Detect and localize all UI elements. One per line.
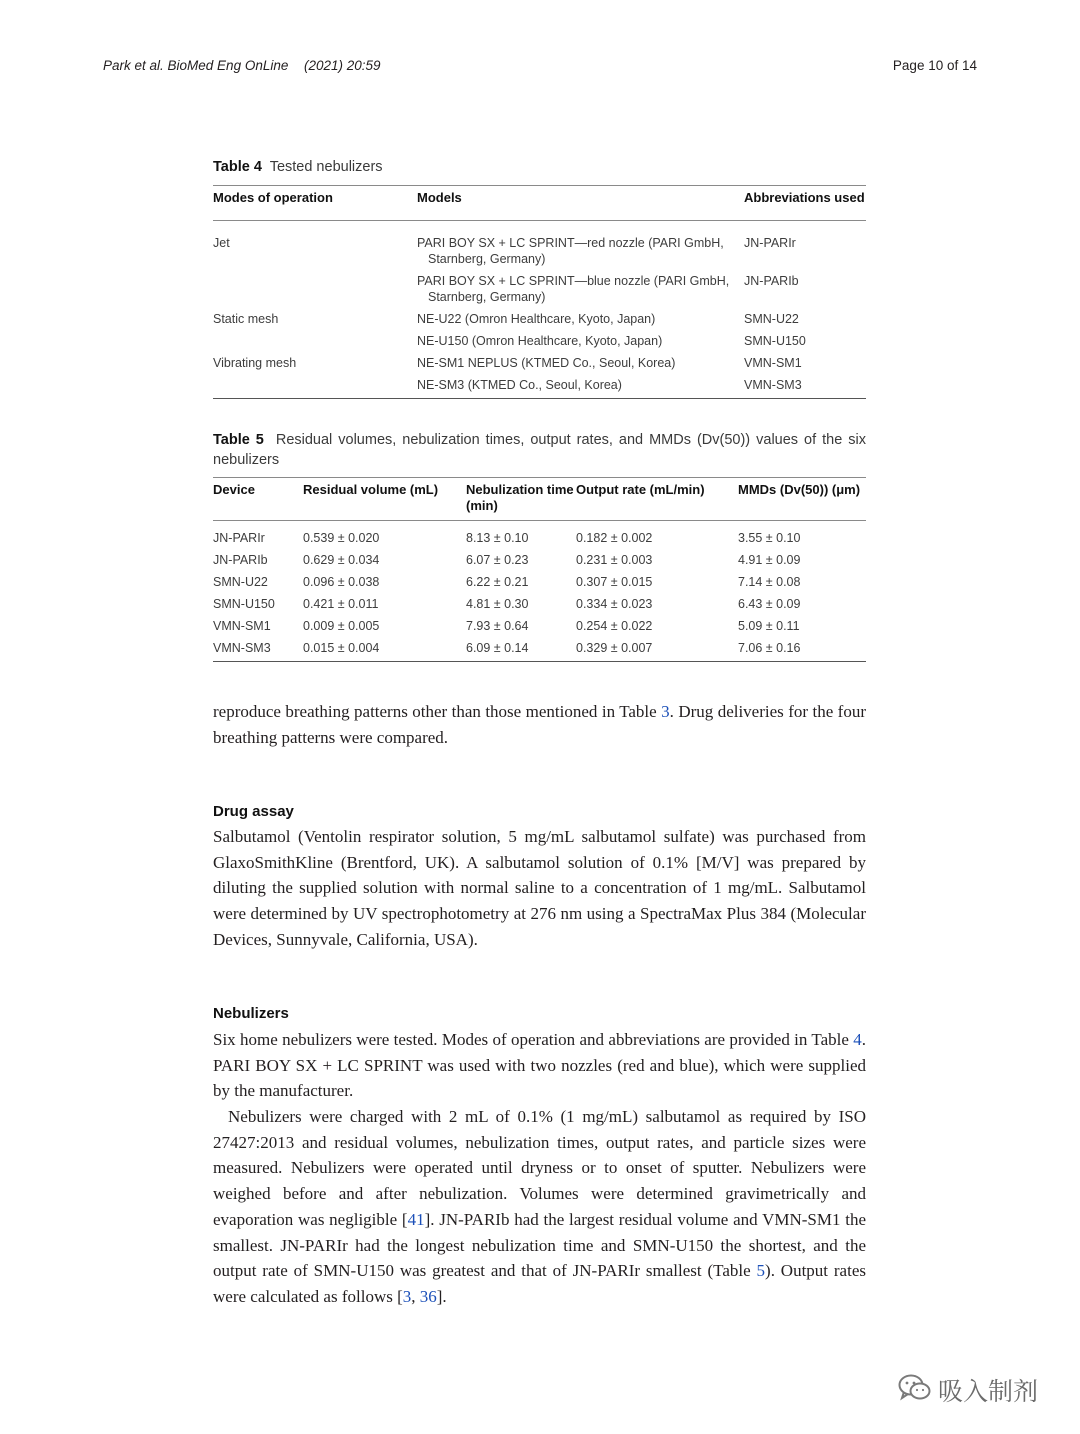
table-cell: SMN-U22	[744, 312, 799, 326]
table-cell: VMN-SM3	[744, 378, 802, 392]
table5-header-residual: Residual volume (mL)	[303, 478, 466, 521]
nebulizers-paragraph-1: Six home nebulizers were tested. Modes of operation and abbreviations are provided in Table 4. PARI BOY SX + LC SPRINT was used with two nozzles (red and blue), which were supplied by the manufacturer.	[213, 1030, 866, 1101]
table-cell: 4.81 ± 0.30	[466, 597, 529, 611]
citation-link[interactable]: 41	[407, 1209, 425, 1229]
drug-assay-paragraph: Salbutamol (Ventolin respirator solution, 5 mg/mL salbutamol sulfate) was purchased from GlaxoSmithKline (Brentford, UK). A salbutamol solution of 0.1% [M/V] was prepared by diluting the supplied solution with normal saline to a concentration of 1 mg/mL. Salbutamol were determined by UV spectrophotometry at 276 nm using a SpectraMax Plus 384 (Molecular Devices, Sunnyvale, California, USA).	[213, 827, 866, 949]
table-cell: 0.096 ± 0.038	[303, 575, 380, 589]
table5-header-rate: Output rate (mL/min)	[576, 478, 738, 521]
table-cell: PARI BOY SX + LC SPRINT—blue nozzle (PARI GmbH, Starnberg, Germany)	[417, 274, 730, 304]
table-row	[213, 352, 866, 374]
table-row	[213, 221, 866, 271]
table-cell: JN-PARIb	[213, 553, 268, 567]
table-cell: 7.14 ± 0.08	[738, 575, 801, 589]
table-cell: 4.91 ± 0.09	[738, 553, 801, 567]
table-cell: 0.307 ± 0.015	[576, 575, 653, 589]
table-cell: VMN-SM3	[213, 641, 271, 655]
table-reference-link[interactable]: 5	[756, 1261, 766, 1281]
section-heading-drug-assay: Drug assay	[213, 803, 294, 820]
table-cell: SMN-U22	[213, 575, 268, 589]
table-row	[213, 330, 866, 352]
table-cell: 6.07 ± 0.23	[466, 553, 529, 567]
table-cell: 6.22 ± 0.21	[466, 575, 529, 589]
table-cell: 0.329 ± 0.007	[576, 641, 653, 655]
citation-year: (2021) 20:59	[304, 58, 381, 73]
table-cell: 7.06 ± 0.16	[738, 641, 801, 655]
table-row	[213, 637, 866, 662]
table-cell: 0.421 ± 0.011	[303, 597, 379, 611]
table-cell: 0.539 ± 0.020	[303, 531, 380, 545]
table4-header-model: Models	[417, 186, 744, 221]
table5-header-mmd: MMDs (Dv(50)) (μm)	[738, 478, 866, 521]
citation-link[interactable]: 36	[419, 1286, 437, 1306]
table-cell: 0.009 ± 0.005	[303, 619, 380, 633]
nebulizers-paragraph-2: Nebulizers were charged with 2 mL of 0.1% (1 mg/mL) salbutamol as required by ISO 27427:2013 and residual volumes, nebulization times, output rates, and particle sizes were measured. Nebulizers were operated until dryness or to onset of sputter. Nebulizers were weighed before and after nebulization. Volumes were determined gravimetrically and evaporation was negligible [41]. JN-PARIb had the largest residual volume and VMN-SM1 the smallest. JN-PARIr had the longest nebulization time and SMN-U150 the shortest, and the output rate of SMN-U150 was greatest and that of JN-PARIr smallest (Table 5). Output rates were calculated as follows [3, 36].	[213, 1107, 866, 1306]
table-cell: 0.231 ± 0.003	[576, 553, 653, 567]
table4-header-mode: Modes of operation	[213, 186, 417, 221]
table-cell: VMN-SM1	[744, 356, 802, 370]
table-row	[213, 571, 866, 593]
table-cell: 6.43 ± 0.09	[738, 597, 801, 611]
table-cell: 0.334 ± 0.023	[576, 597, 653, 611]
journal-citation: Park et al. BioMed Eng OnLine	[103, 58, 289, 73]
table-cell: 0.254 ± 0.022	[576, 619, 653, 633]
table5-header-device: Device	[213, 478, 303, 521]
table-cell: 3.55 ± 0.10	[738, 531, 801, 545]
table-cell: 0.182 ± 0.002	[576, 531, 653, 545]
table-cell: NE-U22 (Omron Healthcare, Kyoto, Japan)	[417, 312, 656, 326]
section-heading-nebulizers: Nebulizers	[213, 1005, 289, 1022]
table-reference-link[interactable]: 4	[853, 1030, 862, 1049]
table-cell: Vibrating mesh	[213, 356, 297, 370]
table-cell: Jet	[213, 236, 230, 250]
table-cell: 5.09 ± 0.11	[738, 619, 800, 633]
table-cell: SMN-U150	[744, 334, 806, 348]
table-row	[213, 615, 866, 637]
watermark-text: 吸入制剂	[938, 1377, 1039, 1406]
citation-link[interactable]: 3	[402, 1286, 412, 1306]
table-cell: SMN-U150	[213, 597, 275, 611]
table-cell: 0.629 ± 0.034	[303, 553, 380, 567]
intro-paragraph: reproduce breathing patterns other than those mentioned in Table 3. Drug deliveries for the four breathing patterns were compared.	[213, 702, 866, 747]
table-cell	[213, 270, 417, 308]
table-cell: JN-PARIb	[744, 274, 799, 288]
table-cell: NE-SM1 NEPLUS (KTMED Co., Seoul, Korea)	[417, 356, 676, 370]
table-row	[213, 593, 866, 615]
table5	[213, 477, 866, 662]
table-cell: 0.015 ± 0.004	[303, 641, 380, 655]
table4-caption: Table 4 Tested nebulizers	[213, 159, 383, 175]
table-cell: 6.09 ± 0.14	[466, 641, 529, 655]
table-cell: JN-PARIr	[213, 531, 265, 545]
table-row	[213, 270, 866, 308]
table-cell: NE-SM3 (KTMED Co., Seoul, Korea)	[417, 378, 622, 392]
table-cell: NE-U150 (Omron Healthcare, Kyoto, Japan)	[417, 334, 663, 348]
table-cell: 7.93 ± 0.64	[466, 619, 529, 633]
table5-caption: Table 5 Residual volumes, nebulization times, output rates, and MMDs (Dv(50)) values of the six nebulizers	[213, 432, 866, 468]
table-cell: 8.13 ± 0.10	[466, 531, 529, 545]
table-cell: PARI BOY SX + LC SPRINT—red nozzle (PARI GmbH, Starnberg, Germany)	[417, 236, 724, 266]
table-reference-link[interactable]: 3	[661, 702, 670, 721]
table-cell	[213, 330, 417, 352]
table-cell	[213, 374, 417, 399]
page-number: Page 10 of 14	[892, 58, 977, 73]
table-row	[213, 521, 866, 550]
table-row	[213, 549, 866, 571]
table-row	[213, 308, 866, 330]
table-row	[213, 374, 866, 399]
table-cell: Static mesh	[213, 312, 279, 326]
table-cell: VMN-SM1	[213, 619, 271, 633]
table4-header-abbr: Abbreviations used	[744, 186, 866, 221]
page-header	[103, 58, 977, 78]
table-cell: JN-PARIr	[744, 236, 796, 250]
table5-header-time: Nebulization time (min)	[466, 478, 576, 521]
wechat-icon	[898, 1373, 932, 1403]
table4	[213, 185, 866, 399]
